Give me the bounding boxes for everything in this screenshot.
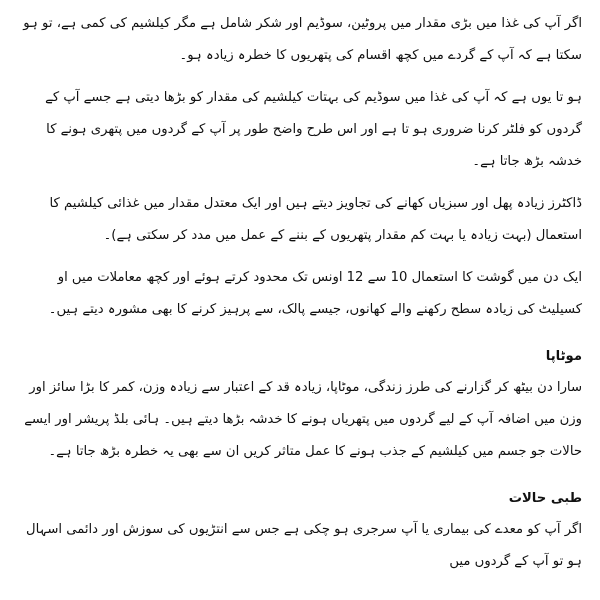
paragraph-diet-intro: اگر آپ کی غذا میں بڑی مقدار میں پروٹین، سوڈیم اور شکر شامل ہے مگر کیلشیم کی کمی ہے، تو ہو سکتا ہے کہ آپ کے گردے میں کچھ اقسام کی پتھریوں کا خطرہ زیادہ ہو۔ [23, 16, 582, 63]
paragraph-sodium: ہو تا یوں ہے کہ آپ کی غذا میں سوڈیم کی بہتات کیلشیم کی مقدار کو بڑھا دیتی ہے جسے آپ کے گردوں کو فلٹر کرنا ضروری ہو تا ہے اور اس طرح واضح طور پر آپ کے گردوں میں پتھری ہونے کا خدشہ بڑھ جاتا ہے۔ [45, 90, 582, 169]
paragraph-medical-partial: اگر آپ کو معدے کی بیماری یا آپ سرجری ہو چکی ہے جس سے انتڑیوں کی سوزش اور دائمی اسہال ہو تو آپ کے گردوں میں [26, 522, 582, 569]
heading-medical-conditions: طبی حالات [508, 491, 582, 506]
paragraph-obesity: سارا دن بیٹھ کر گزارنے کی طرز زندگی، موٹاپا، زیادہ قد کے اعتبار سے زیادہ وزن، کمر کا بڑا سائز اور وزن میں اضافہ آپ کے لیے گردوں میں پتھریاں ہونے کا خدشہ بڑھا دیتے ہیں۔ ہائی بلڈ پریشر اور ایسے حالات جو جسم میں کیلشیم کے جذب ہونے کا عمل متاثر کریں ان سے بھی یہ خطرہ بڑھ جاتا ہے۔ [24, 380, 582, 459]
heading-obesity: موٹاپا [545, 349, 582, 364]
paragraph-meat-limit: ایک دن میں گوشت کا استعمال 10 سے 12 اونس تک محدود کرتے ہوئے اور کچھ معاملات میں او کسیلیٹ کی زیادہ سطح رکھنے والے کھانوں، جیسے پالک، سے پرہیز کرنے کا بھی مشورہ دیتے ہیں۔ [48, 270, 582, 317]
paragraph-doctors-advice: ڈاکٹرز زیادہ پھل اور سبزیاں کھانے کی تجاویز دیتے ہیں اور ایک معتدل مقدار میں غذائی کیلشیم کا استعمال (بہت زیادہ یا بہت کم مقدار پتھریوں کے بننے کے عمل میں مدد کر سکتی ہے)۔ [49, 196, 582, 243]
